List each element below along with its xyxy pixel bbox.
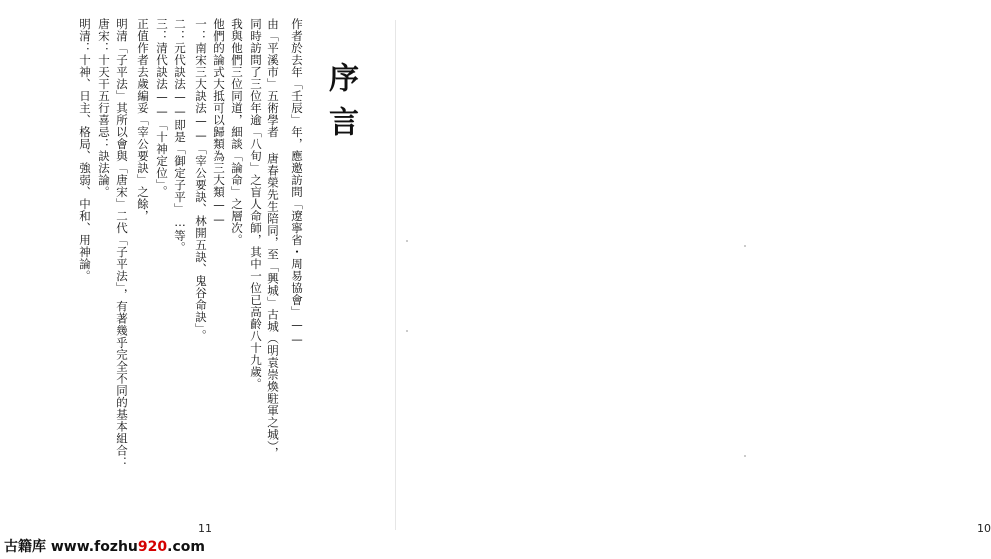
watermark-url-prefix: www.fozhu xyxy=(50,539,138,555)
text-column-6: 一：南宋三大訣法——「宰公要訣、林開五訣、鬼谷命訣」。 xyxy=(194,18,208,342)
watermark-url-suffix: .com xyxy=(167,539,205,555)
watermark-url-digits: 920 xyxy=(137,539,168,555)
speck xyxy=(406,330,408,332)
right-page xyxy=(396,0,991,559)
text-column-3: 同時訪問了三位年逾「八旬」之盲人命師，其中一位已高齡八十九歲。 xyxy=(249,18,263,390)
text-column-8: 三：清代訣法——「十神定位」。 xyxy=(155,18,169,198)
speck xyxy=(406,240,408,242)
text-column-2: 由「平溪市」五術學者 唐春榮先生陪同，至「興城」古城（明袁崇煥駐軍之城）， xyxy=(266,18,280,459)
text-column-12: 明清：十神、日主、格局、強弱、中和、用神論。 xyxy=(78,18,92,282)
text-column-10: 明清「子平法」其所以會與「唐宋」二代「子平法」，有著幾乎完全不同的基本組合： xyxy=(115,18,129,469)
text-column-7: 二：元代訣法——即是「御定子平」…等。 xyxy=(173,18,187,254)
text-column-9: 正值作者去歲編妥「宰公要訣」之餘， xyxy=(136,18,150,222)
page-number-right: 10 xyxy=(977,522,991,535)
page-title: 序言 xyxy=(323,62,358,150)
page-number-left: 11 xyxy=(198,522,212,535)
text-column-11: 唐宋：十天干五行喜忌：訣法論。 xyxy=(97,18,111,198)
text-column-1: 作者於去年「壬辰」年，應邀訪問「遼寧省・周易協會」—— xyxy=(290,18,304,347)
site-watermark[interactable] xyxy=(4,536,205,556)
speck xyxy=(744,455,746,457)
speck xyxy=(744,245,746,247)
watermark-site-name: 古籍库 xyxy=(4,539,46,555)
left-page xyxy=(0,0,396,559)
text-column-5: 他們的論式大抵可以歸類為三大類—— xyxy=(212,18,226,227)
text-column-4: 我與他們三位同道，細談「論命」之層次。 xyxy=(230,18,244,246)
